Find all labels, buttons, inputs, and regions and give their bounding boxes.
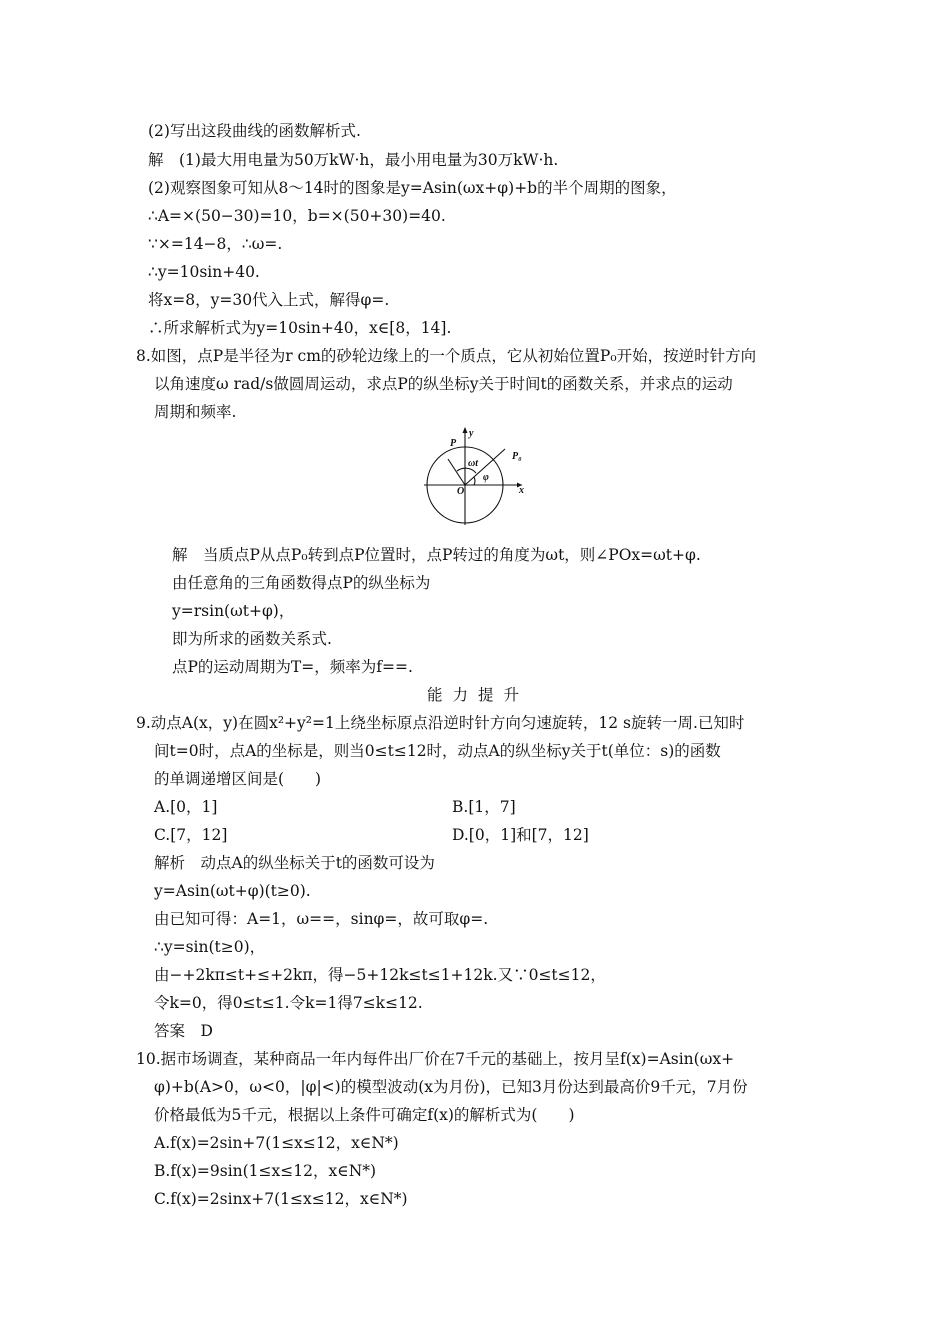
text-line: 的单调递增区间是( ) <box>154 770 322 788</box>
text-line: 解 当质点P从点P₀转到点P位置时，点P转过的角度为ωt，则∠POx=ωt+φ. <box>172 546 701 564</box>
circle-diagram <box>424 424 532 526</box>
option-c: C.[7，12] <box>154 826 228 844</box>
option-c: C.f(x)=2sinx+7(1≤x≤12，x∈N*) <box>154 1190 408 1208</box>
option-b: B.f(x)=9sin(1≤x≤12，x∈N*) <box>154 1162 377 1180</box>
answer-line: 答案 D <box>154 1022 213 1040</box>
angle-arc-phi <box>474 477 475 485</box>
option-a: A.f(x)=2sin+7(1≤x≤12，x∈N*) <box>154 1134 399 1152</box>
text-line: φ)+b(A>0，ω<0，|φ|<)的模型波动(x为月份)，已知3月份达到最高价9千元，7月份 <box>154 1078 748 1096</box>
label-o: O <box>457 486 465 497</box>
text-line: 将x=8，y=30代入上式，解得φ=. <box>148 291 390 309</box>
label-x: x <box>519 485 524 496</box>
option-b: B.[1，7] <box>452 798 516 816</box>
question-8-line: 8.如图，点P是半径为r cm的砂轮边缘上的一个质点，它从初始位置P₀开始，按逆时针方向 <box>136 347 757 365</box>
option-a: A.[0，1] <box>154 798 218 816</box>
text-line: ∴y=10sin+40. <box>148 263 260 281</box>
label-y: y <box>469 428 474 439</box>
label-omega-t: ωt <box>468 458 479 469</box>
text-line: 令k=0，得0≤t≤1.令k=1得7≤k≤12. <box>154 994 423 1012</box>
text-line: ∴所求解析式为y=10sin+40，x∈[8，14]. <box>148 319 452 337</box>
text-line: (2)写出这段曲线的函数解析式. <box>148 122 361 140</box>
text-line: 以角速度ω rad/s做圆周运动，求点P的纵坐标y关于时间t的函数关系，并求点的运动 <box>154 375 733 393</box>
text-line: 周期和频率. <box>154 403 237 421</box>
text-line: 解析 动点A的纵坐标关于t的函数可设为 <box>154 854 435 872</box>
text-line: y=Asin(ωt+φ)(t≥0). <box>154 882 311 900</box>
text-line: 点P的运动周期为T=，频率为f==. <box>172 658 413 676</box>
text-line: 由−+2kπ≤t+≤+2kπ，得−5+12k≤t≤1+12k.又∵0≤t≤12， <box>154 966 606 984</box>
question-10-line: 10.据市场调查，某种商品一年内每件出厂价在7千元的基础上，按月呈f(x)=Asin(ωx+ <box>136 1050 735 1068</box>
option-d: D.[0，1]和[7，12] <box>452 826 589 844</box>
text-line: ∴y=sin(t≥0)， <box>154 938 266 956</box>
text-line: 解 (1)最大用电量为50万kW·h，最小用电量为30万kW·h. <box>148 151 559 169</box>
text-line: 价格最低为5千元，根据以上条件可确定f(x)的解析式为( ) <box>154 1106 575 1124</box>
section-heading: 能力提升 <box>427 686 530 704</box>
text-line: ∵×=14−8，∴ω=. <box>148 235 283 253</box>
question-9-line: 9.动点A(x，y)在圆x²+y²=1上绕坐标原点沿逆时针方向匀速旋转，12 s旋转一周.已知时 <box>136 714 745 732</box>
text-line: 由任意角的三角函数得点P的纵坐标为 <box>172 574 431 592</box>
label-phi: φ <box>483 472 489 483</box>
y-axis-arrow <box>463 427 468 433</box>
label-p0: P₀ <box>512 451 522 462</box>
text-line: 间t=0时，点A的坐标是，则当0≤t≤12时，动点A的纵坐标y关于t(单位：s)的函数 <box>154 742 721 760</box>
label-p: P <box>450 438 457 449</box>
radius-op <box>448 459 465 485</box>
text-line: 由已知可得：A=1，ω==，sinφ=，故可取φ=. <box>154 910 489 928</box>
text-line: (2)观察图象可知从8～14时的图象是y=Asin(ωx+φ)+b的半个周期的图象， <box>148 179 677 197</box>
text-line: y=rsin(ωt+φ)， <box>172 602 295 620</box>
text-line: ∴A=×(50−30)=10，b=×(50+30)=40. <box>148 207 446 225</box>
text-line: 即为所求的函数关系式. <box>172 630 332 648</box>
